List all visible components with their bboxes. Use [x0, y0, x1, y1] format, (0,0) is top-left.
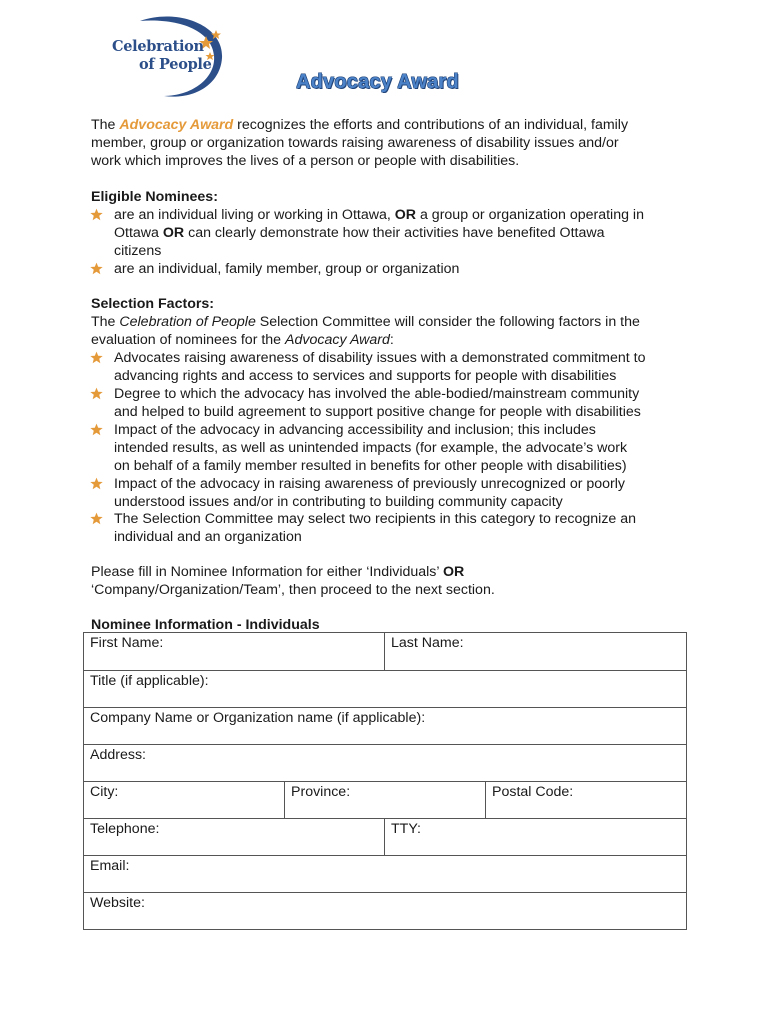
selection-factor-line: understood issues and/or in contributing to building community capacity — [114, 494, 563, 510]
eligible-item1-text-c: a group or organization operating in — [416, 207, 644, 223]
selection-intro-line2 — [91, 331, 394, 349]
selection-factor-line: individual and an organization — [114, 529, 302, 545]
company-label: Company Name or Organization name (if applicable): — [90, 710, 426, 726]
eligible-item1-text-a: are an individual living or working in Ottawa, — [114, 207, 395, 223]
city-field[interactable] — [83, 781, 284, 818]
page-title: Advocacy Award — [296, 71, 459, 93]
eligible-item1-l2-a: Ottawa — [114, 225, 163, 241]
selection-factor-line: Impact of the advocacy in advancing accessibility and inclusion; this includes — [114, 422, 596, 438]
website-label: Website: — [90, 895, 145, 911]
star-icon — [90, 512, 103, 525]
logo-line2: of People — [139, 56, 212, 73]
selection-factor-line: Degree to which the advocacy has involved the able-bodied/mainstream community — [114, 386, 640, 402]
selection-intro-line1 — [91, 313, 640, 331]
eligible-item1-line1 — [114, 206, 644, 224]
tty-label: TTY: — [391, 821, 421, 837]
selection-p2-a: evaluation of nominees for the — [91, 332, 286, 348]
selection-p1-org: Celebration of People — [119, 314, 256, 330]
eligible-heading: Eligible Nominees: — [91, 189, 218, 205]
province-label: Province: — [291, 784, 351, 800]
celebration-of-people-logo — [106, 14, 230, 100]
last-name-label: Last Name: — [391, 635, 464, 651]
fill-note-or: OR — [442, 564, 465, 580]
website-field[interactable] — [83, 892, 686, 929]
intro-line2: member, group or organization towards raising awareness of disability issues and/or — [91, 135, 619, 151]
intro-line3: work which improves the lives of a person or people with disabilities. — [91, 153, 520, 169]
first-name-label: First Name: — [90, 635, 164, 651]
selection-heading: Selection Factors: — [91, 296, 214, 312]
email-label: Email: — [90, 858, 130, 874]
company-field[interactable] — [83, 707, 686, 744]
selection-factor-line: Advocates raising awareness of disability issues with a demonstrated commitment to — [114, 350, 646, 366]
intro-lead: The — [91, 117, 120, 133]
title-field[interactable] — [83, 670, 686, 707]
postal-code-field[interactable] — [485, 781, 686, 818]
first-name-field[interactable] — [83, 632, 384, 670]
selection-p2-award: Advocacy Award — [285, 332, 390, 348]
star-icon — [90, 208, 103, 221]
star-icon — [90, 477, 103, 490]
eligible-item1-l2-c: can clearly demonstrate how their activities have benefited Ottawa — [184, 225, 605, 241]
intro-line1 — [91, 116, 628, 134]
eligible-item1-or: OR — [394, 207, 417, 223]
eligible-item1-line2 — [114, 224, 605, 242]
city-label: City: — [90, 784, 119, 800]
address-field[interactable] — [83, 744, 686, 781]
intro-line1-rest: recognizes the efforts and contributions of an individual, family — [233, 117, 629, 133]
selection-factor-line: Impact of the advocacy in raising awareness of previously unrecognized or poorly — [114, 476, 626, 492]
fill-note-text: Please fill in Nominee Information for either ‘Individuals’ — [91, 564, 443, 580]
telephone-field[interactable] — [83, 818, 384, 855]
selection-factor-line: advancing rights and access to services and supports for people with disabilities — [114, 368, 617, 384]
postal-code-label: Postal Code: — [492, 784, 574, 800]
selection-factor-line: and helped to build agreement to support positive change for people with disabilities — [114, 404, 641, 420]
fill-note-line1 — [91, 563, 464, 581]
eligible-item1-l2-or: OR — [162, 225, 185, 241]
star-icon — [90, 351, 103, 364]
province-field[interactable] — [284, 781, 485, 818]
address-label: Address: — [90, 747, 146, 763]
eligible-item2: are an individual, family member, group or organization — [114, 261, 460, 277]
logo-line1: Celebration — [112, 38, 204, 55]
selection-p2-c: : — [389, 332, 394, 348]
selection-p1-a: The — [91, 314, 120, 330]
selection-p1-c: Selection Committee will consider the following factors in the — [255, 314, 640, 330]
email-field[interactable] — [83, 855, 686, 892]
star-icon — [90, 262, 103, 275]
star-icon — [90, 423, 103, 436]
star-icon — [90, 387, 103, 400]
tty-field[interactable] — [384, 818, 686, 855]
telephone-label: Telephone: — [90, 821, 160, 837]
nominee-form-table — [83, 632, 687, 930]
selection-factor-line: The Selection Committee may select two recipients in this category to recognize an — [114, 511, 637, 527]
selection-factor-line: on behalf of a family member resulted in benefits for other people with disabilities) — [114, 458, 627, 474]
fill-note-line2: ‘Company/Organization/Team’, then proceed to the next section. — [91, 582, 495, 598]
intro-award-name: Advocacy Award — [119, 117, 234, 133]
selection-factor-line: intended results, as well as unintended impacts (for example, the advocate’s work — [114, 440, 628, 456]
nominee-info-heading: Nominee Information - Individuals — [91, 617, 320, 633]
eligible-item1-line3: citizens — [114, 243, 162, 259]
title-label: Title (if applicable): — [90, 673, 209, 689]
last-name-field[interactable] — [384, 632, 686, 670]
